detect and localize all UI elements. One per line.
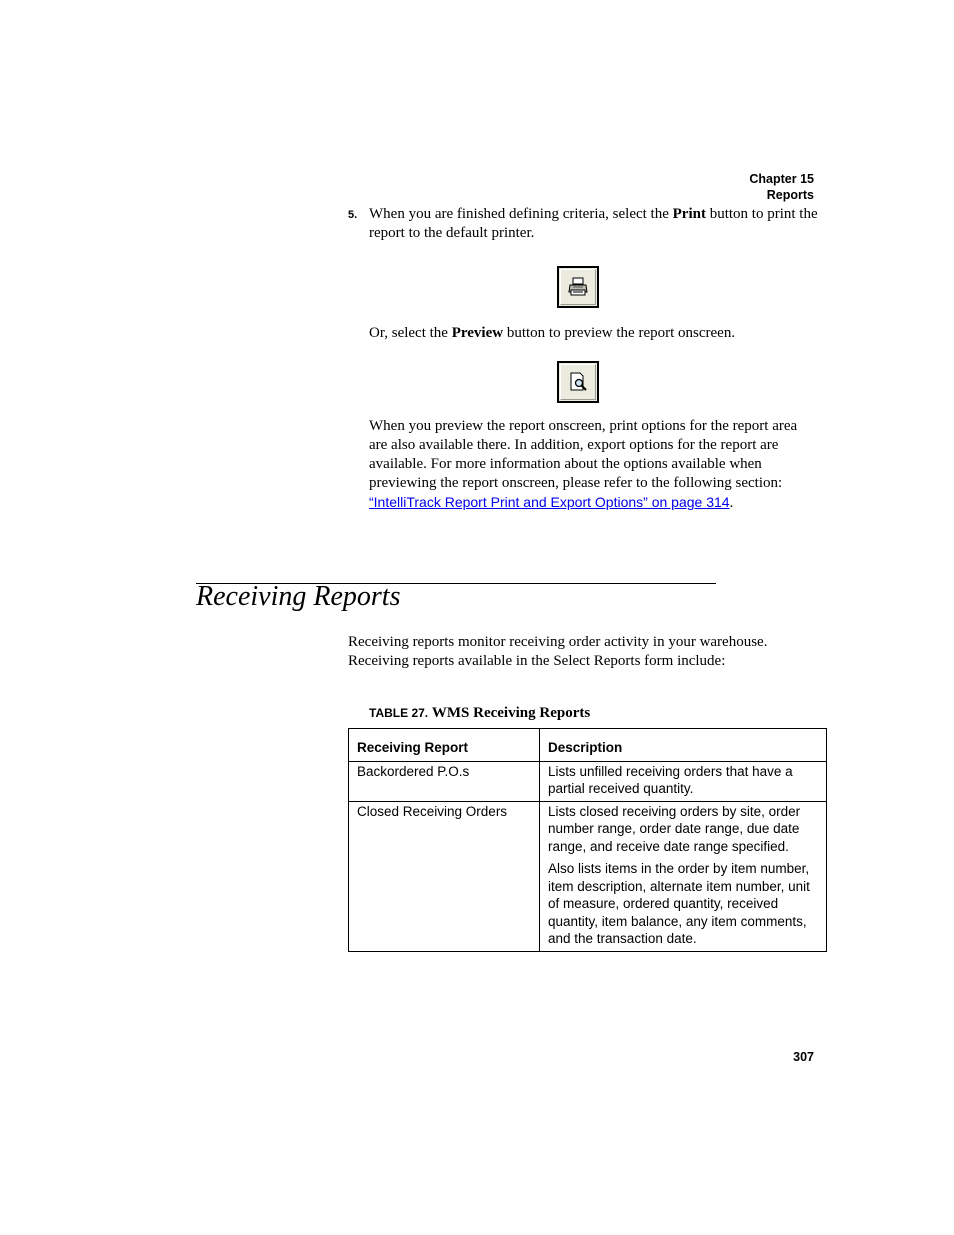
section-title: Receiving Reports — [196, 581, 401, 612]
table-row — [349, 801, 827, 951]
page-number: 307 — [793, 1050, 814, 1064]
print-preview-icon — [567, 372, 589, 392]
preview-button[interactable] — [557, 361, 599, 403]
description-text: Lists unfilled receiving orders that have a partial received quantity. — [548, 763, 793, 796]
table-header-row — [349, 729, 827, 762]
section-intro: Receiving reports monitor receiving order activity in your warehouse. Receiving reports available in the Select Reports form include: — [348, 634, 768, 669]
description-text: Also lists items in the order by item number, item description, alternate item number, unit of measure, ordered quantity, received quantity, item balance, any item comments, and the transaction date. — [548, 861, 810, 946]
header-description: Description — [540, 729, 827, 762]
description-cell — [540, 801, 827, 951]
table-title: WMS Receiving Reports — [431, 705, 591, 721]
print-keyword: Print — [672, 206, 706, 222]
description-cell — [540, 761, 827, 801]
report-name-cell: Backordered P.O.s — [349, 761, 540, 801]
or-line: Or, select the Preview button to preview the report onscreen. — [369, 325, 736, 341]
header-receiving-report: Receiving Report — [349, 729, 540, 762]
step-text: When you are finished defining criteria, select the Print button to print the report to the default printer. — [369, 206, 818, 241]
step-5 — [348, 205, 818, 243]
table-row — [349, 761, 827, 801]
printer-icon — [567, 277, 589, 297]
preview-keyword: Preview — [451, 325, 504, 341]
receiving-reports-table — [348, 728, 827, 952]
running-head — [614, 171, 814, 203]
report-name-cell: Closed Receiving Orders — [349, 801, 540, 951]
section-label: Reports — [766, 188, 814, 202]
table-number: TABLE 27. — [369, 706, 429, 720]
description-text: Lists closed receiving orders by site, order number range, order date range, due date range, and receive date range specified. — [548, 803, 801, 854]
table-caption — [369, 704, 590, 723]
step-number: 5. — [348, 209, 358, 221]
chapter-label: Chapter 15 — [749, 172, 814, 186]
cross-reference-link[interactable]: “IntelliTrack Report Print and Export Options” on page 314 — [369, 494, 730, 510]
preview-paragraph: When you preview the report onscreen, print options for the report area are also available there. In addition, export options for the report are available. For more information about the options available when previewing the report onscreen, please refer to the following section: “IntelliTrack Report Print and Export Options” on page 314. — [369, 418, 798, 511]
print-button[interactable] — [557, 266, 599, 308]
